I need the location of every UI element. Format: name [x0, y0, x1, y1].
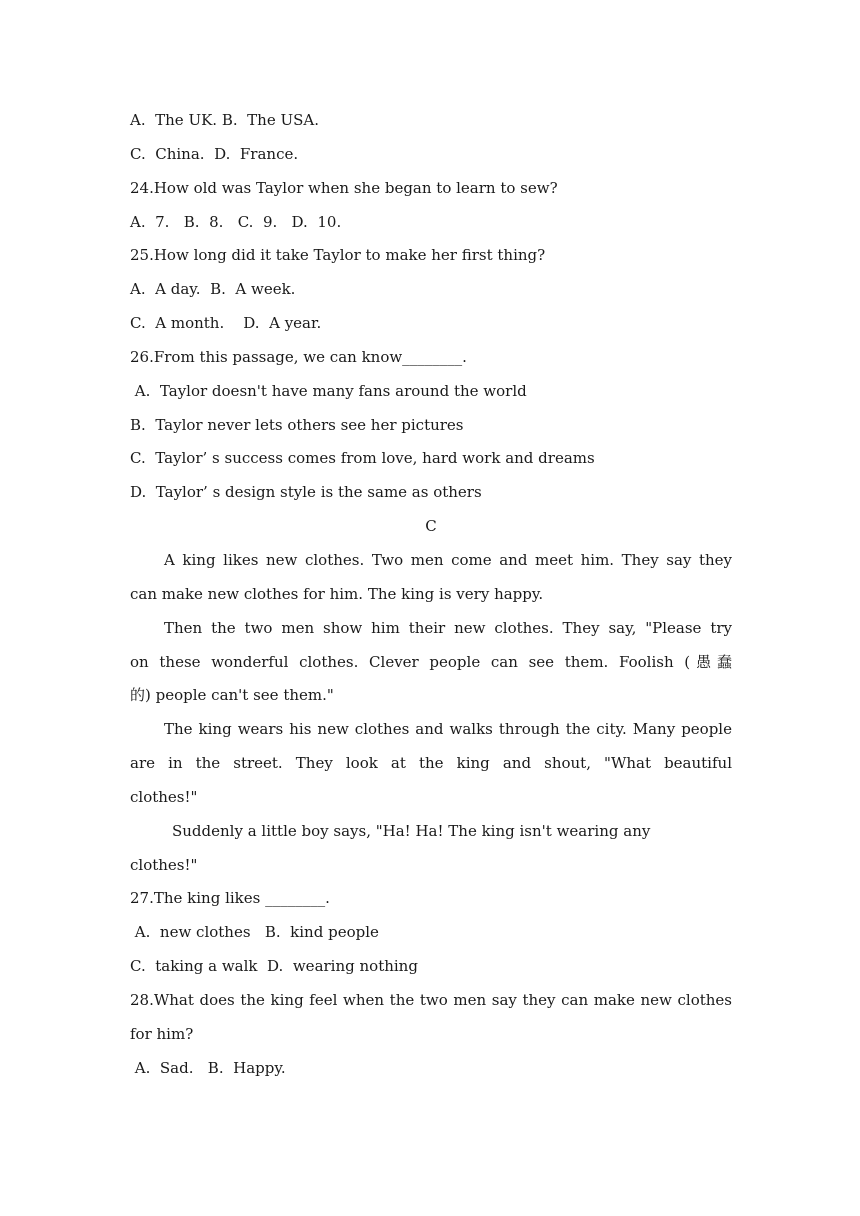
passage-paragraph-1-line-1: A king likes new clothes. Two men come and meet him. They say they	[164, 550, 732, 569]
question-27: 27.The king likes ________.	[130, 889, 330, 908]
q26-option-b: B. Taylor never lets others see her pictures	[130, 415, 464, 434]
question-24: 24.How old was Taylor when she began to learn to sew?	[130, 178, 558, 197]
q28-options-ab: A. Sad. B. Happy.	[130, 1058, 286, 1077]
passage-paragraph-3-line-1: The king wears his new clothes and walks through the city. Many people	[164, 720, 732, 739]
section-c-heading: C	[425, 517, 437, 536]
q23-options-cd: C. China. D. France.	[130, 144, 299, 163]
passage-paragraph-2-line-1: Then the two men show him their new clothes. They say, "Please try	[164, 618, 732, 637]
passage-paragraph-2-line-3: 的) people can't see them."	[130, 686, 334, 705]
passage-paragraph-3-line-2: are in the street. They look at the king and shout, "What beautiful	[130, 754, 732, 773]
question-25: 25.How long did it take Taylor to make her first thing?	[130, 246, 546, 265]
passage-paragraph-4-line-1: Suddenly a little boy says, "Ha! Ha! The king isn't wearing any	[172, 821, 651, 840]
question-26: 26.From this passage, we can know________.	[130, 347, 467, 366]
q27-options-cd: C. taking a walk D. wearing nothing	[130, 957, 418, 976]
q25-options-ab: A. A day. B. A week.	[130, 280, 296, 299]
question-28-line-1: 28.What does the king feel when the two men say they can make new clothes	[130, 990, 732, 1009]
passage-paragraph-2-line-2: on these wonderful clothes. Clever people can see them. Foolish (愚蠢	[130, 652, 732, 671]
q26-option-a: A. Taylor doesn't have many fans around the world	[130, 381, 527, 400]
passage-paragraph-1-line-2: can make new clothes for him. The king is very happy.	[130, 584, 544, 603]
q26-option-d: D. Taylor’ s design style is the same as others	[130, 483, 482, 502]
passage-paragraph-3-line-3: clothes!"	[130, 787, 198, 806]
q24-options: A. 7. B. 8. C. 9. D. 10.	[130, 212, 342, 231]
question-28-line-2: for him?	[130, 1024, 194, 1043]
q25-options-cd: C. A month. D. A year.	[130, 314, 322, 333]
document-page	[130, 104, 732, 1085]
q23-options-ab: A. The UK. B. The USA.	[130, 111, 319, 129]
passage-paragraph-4-line-2: clothes!"	[130, 855, 198, 874]
q26-option-c: C. Taylor’ s success comes from love, hard work and dreams	[130, 449, 595, 468]
q27-options-ab: A. new clothes B. kind people	[130, 923, 379, 942]
